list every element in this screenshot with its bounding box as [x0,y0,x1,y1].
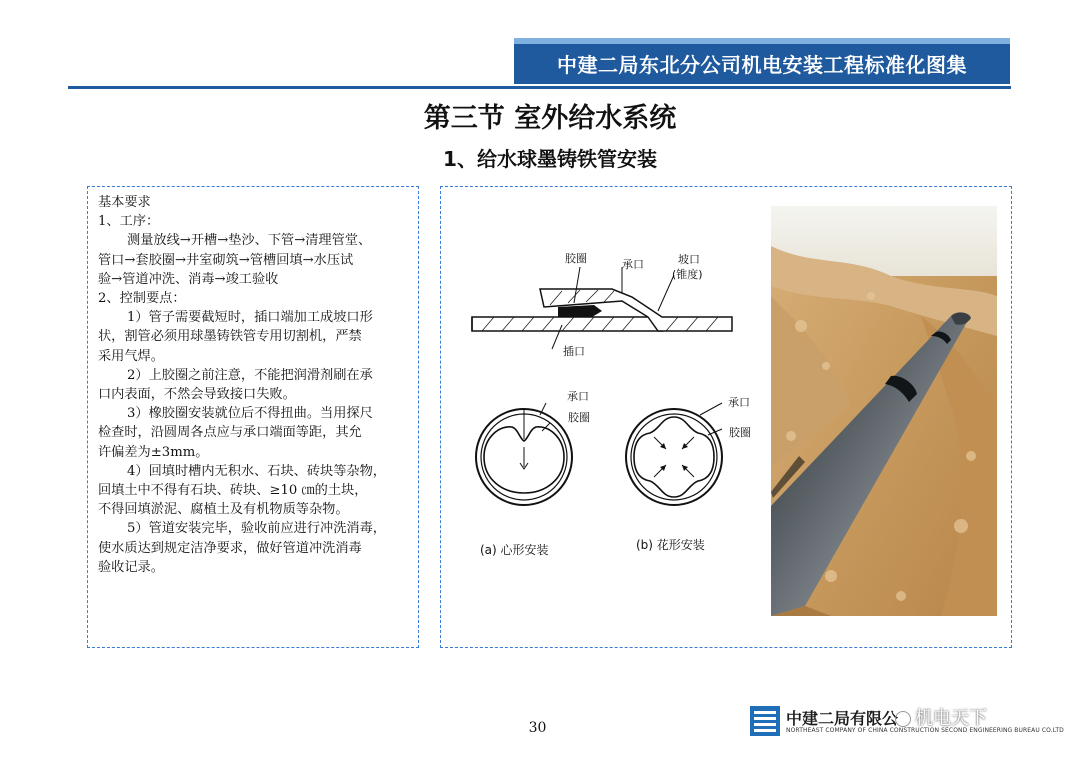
requirement-line: 采用气焊。 [98,348,164,364]
section-title: 第三节 室外给水系统 [423,103,677,134]
company-logo [750,706,780,736]
requirement-line: 2、控制要点： [98,291,186,307]
label-taper: (锥度) [672,268,703,281]
requirement-line: 状，割管必须用球墨铸铁管专用切割机，严禁 [98,329,362,345]
requirement-line: 管口→套胶圈→井室砌筑→管槽回填→水压试 [98,252,354,268]
pipe-trench-photo [771,206,997,616]
requirements-heading: 基本要求 [98,195,151,210]
label-socket-b: 承口 [728,396,750,409]
label-bevel: 坡口 [678,253,700,266]
caption-flower: (b) 花形安装 [636,538,705,552]
company-name-en: NORTHEAST COMPANY OF CHINA CONSTRUCTION SECOND ENGINEERING BUREAU CO.LTD [786,727,1064,734]
caption-heart: (a) 心形安装 [480,543,549,557]
gasket-heart-diagram [462,385,612,515]
requirement-line: 3）橡胶圈安装就位后不得扭曲。当用探尺 [127,406,373,422]
requirement-line: 使水质达到规定洁净要求，做好管道冲洗消毒 [98,540,362,556]
header-title: 中建二局东北分公司机电安装工程标准化图集 [557,53,967,77]
header-rule [68,86,1011,89]
requirement-line: 2）上胶圈之前注意，不能把润滑剂刷在承 [127,367,373,383]
label-gasket: 胶圈 [565,252,587,265]
label-socket: 承口 [622,258,644,271]
label-gasket-b: 胶圈 [729,426,751,439]
requirement-line: 1、工序： [98,214,160,230]
requirement-line: 回填土中不得有石块、砖块、≥10 ㎝的土块， [98,483,368,499]
requirements-panel [87,186,419,648]
wechat-icon [895,711,911,727]
pipe-joint-diagram [462,245,752,370]
section-subtitle: 1、给水球墨铸铁管安装 [443,147,657,171]
requirement-line: 测量放线→开槽→垫沙、下管→清理管堂、 [127,233,372,249]
requirement-line: 4）回填时槽内无积水、石块、砖块等杂物， [127,463,386,479]
watermark [895,704,1055,728]
page-number: 30 [528,720,547,736]
label-gasket-a: 胶圈 [568,411,590,424]
label-socket-a: 承口 [567,390,589,403]
watermark-text: 机电天下 [915,708,987,729]
requirement-line: 验→管道冲洗、消毒→竣工验收 [98,271,279,287]
requirement-line: 1）管子需要截短时，插口端加工成坡口形 [127,310,373,326]
requirement-line: 不得回填淤泥、腐植土及有机物质等杂物。 [98,502,349,518]
label-spigot: 插口 [563,345,585,358]
requirement-line: 许偏差为±3mm。 [98,444,209,460]
requirement-line: 口内表面，不然会导致接口失败。 [98,387,296,403]
requirement-line: 验收记录。 [98,559,164,575]
requirement-line: 检查时，沿圆周各点应与承口端面等距，其允 [98,425,362,441]
requirement-line: 5）管道安装完毕，验收前应进行冲洗消毒， [127,521,386,537]
company-name: 中建二局有限公 [786,709,899,728]
